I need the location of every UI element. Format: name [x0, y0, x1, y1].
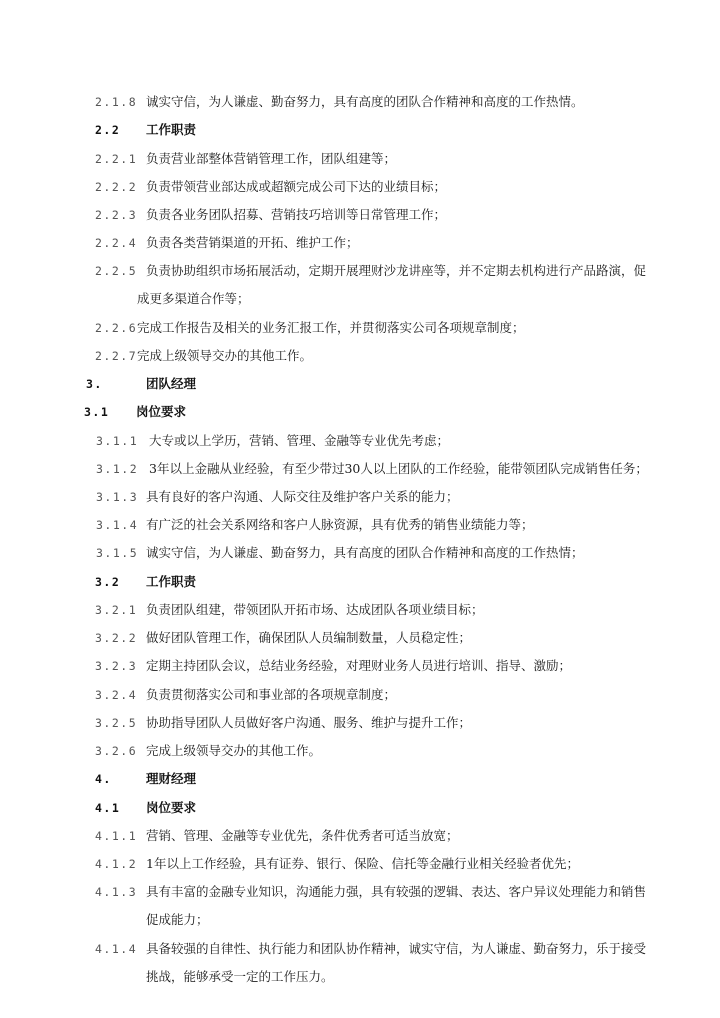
clause-number: 3.2.6: [95, 744, 138, 758]
clause-number: 2.1.8: [95, 95, 138, 109]
section-number: 3.2: [95, 575, 121, 589]
clause-text: 负责带领营业部达成或超额完成公司下达的业绩目标；: [146, 179, 447, 194]
clause-number: 2.2.1: [95, 152, 138, 166]
clause-text: 1年以上工作经验，具有证券、银行、保险、信托等金融行业相关经验者优先；: [146, 856, 579, 871]
clause-text: 负责贯彻落实公司和事业部的各项规章制度；: [146, 687, 397, 702]
clause-number: 4.1.2: [95, 857, 138, 871]
clause-text: 具有丰富的金融专业知识，沟通能力强，具有较强的逻辑、表达、客户异议处理能力和销售: [146, 884, 647, 899]
clause-text: 负责协助组织市场拓展活动，定期开展理财沙龙讲座等，并不定期去机构进行产品路演，促: [146, 263, 647, 278]
clause-text: 促成能力；: [146, 912, 209, 927]
clause-text: 有广泛的社会关系网络和客户人脉资源，具有优秀的销售业绩能力等；: [146, 517, 534, 532]
clause-number: 4.1.4: [95, 942, 138, 956]
clause-text: 具有良好的客户沟通、人际交往及维护客户关系的能力；: [146, 489, 459, 504]
section-title: 岗位要求: [136, 404, 187, 419]
clause-number: 2.2.5: [95, 264, 138, 278]
clause-text: 诚实守信，为人谦虚、勤奋努力，具有高度的团队合作精神和高度的工作热情。: [146, 94, 584, 109]
clause-text: 负责营业部整体营销管理工作，团队组建等；: [146, 151, 397, 166]
section-title: 岗位要求: [146, 800, 197, 815]
clause-number: 2.2.2: [95, 180, 138, 194]
clause-number: 3.2.3: [95, 659, 138, 673]
clause-text: 完成工作报告及相关的业务汇报工作，并贯彻落实公司各项规章制度；: [137, 320, 525, 335]
clause-text: 完成上级领导交办的其他工作。: [137, 348, 313, 363]
clause-text: 诚实守信，为人谦虚、勤奋努力，具有高度的团队合作精神和高度的工作热情；: [146, 545, 584, 560]
clause-number: 3.2.4: [95, 688, 138, 702]
section-title: 工作职责: [146, 574, 197, 589]
section-number: 3.1: [84, 405, 110, 419]
clause-number: 3.1.5: [96, 546, 139, 560]
clause-text: 3年以上金融从业经验，有至少带过30人以上团队的工作经验，能带领团队完成销售任务；: [149, 461, 648, 476]
clause-number: 3.1.1: [96, 434, 139, 448]
section-number: 2.2: [95, 123, 121, 137]
clause-text: 完成上级领导交办的其他工作。: [146, 743, 322, 758]
clause-text: 定期主持团队会议，总结业务经验，对理财业务人员进行培训、指导、激励；: [146, 658, 572, 673]
clause-number: 3.2.2: [95, 631, 138, 645]
clause-text: 具备较强的自律性、执行能力和团队协作精神，诚实守信，为人谦虚、勤奋努力，乐于接受: [146, 941, 647, 956]
clause-number: 3.1.3: [96, 490, 139, 504]
section-title: 工作职责: [146, 122, 197, 137]
section-number: 4.1: [95, 801, 121, 815]
clause-number: 4.1.1: [95, 829, 138, 843]
clause-number: 2.2.4: [95, 236, 138, 250]
clause-number: 3.2.5: [95, 716, 138, 730]
chapter-number: 4.: [95, 772, 112, 786]
clause-number: 2.2.6: [95, 321, 138, 335]
clause-text: 负责各类营销渠道的开拓、维护工作；: [146, 235, 359, 250]
chapter-title: 理财经理: [146, 771, 197, 786]
clause-text: 成更多渠道合作等；: [137, 291, 250, 306]
chapter-number: 3.: [86, 377, 103, 391]
clause-text: 协助指导团队人员做好客户沟通、服务、维护与提升工作；: [146, 715, 472, 730]
chapter-title: 团队经理: [146, 376, 197, 391]
clause-text: 营销、管理、金融等专业优先，条件优秀者可适当放宽；: [146, 828, 459, 843]
clause-text: 负责各业务团队招募、营销技巧培训等日常管理工作；: [146, 207, 447, 222]
clause-number: 3.1.4: [96, 518, 139, 532]
clause-text: 挑战，能够承受一定的工作压力。: [146, 969, 334, 984]
clause-number: 3.1.2: [96, 462, 139, 476]
clause-number: 3.2.1: [95, 603, 138, 617]
clause-number: 2.2.3: [95, 208, 138, 222]
clause-text: 大专或以上学历，营销、管理、金融等专业优先考虑；: [149, 433, 450, 448]
clause-number: 2.2.7: [95, 349, 138, 363]
clause-number: 4.1.3: [95, 885, 138, 899]
clause-text: 负责团队组建，带领团队开拓市场、达成团队各项业绩目标；: [146, 602, 484, 617]
clause-text: 做好团队管理工作，确保团队人员编制数量，人员稳定性；: [146, 630, 472, 645]
